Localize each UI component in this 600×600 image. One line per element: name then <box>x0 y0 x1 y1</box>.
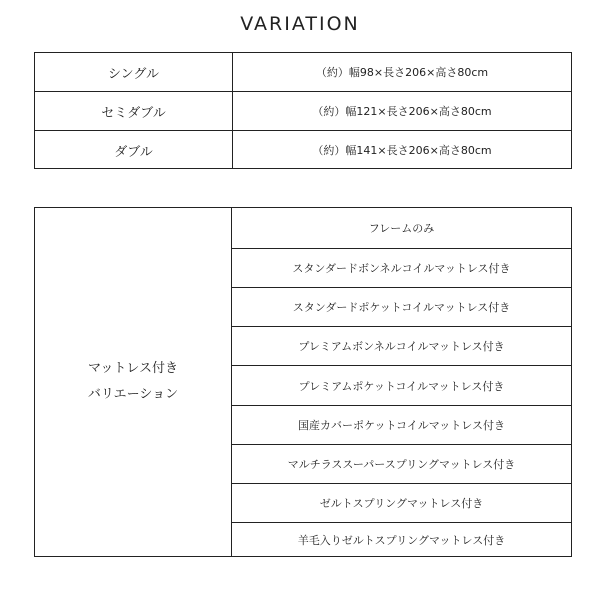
variation-label <box>35 208 232 556</box>
variation-item: スタンダードボンネルコイルマットレス付き <box>232 248 571 287</box>
size-name: シングル <box>35 53 233 91</box>
variation-item: 国産カバーポケットコイルマットレス付き <box>232 405 571 444</box>
variation-list <box>232 208 571 556</box>
variation-item: ゼルトスプリングマットレス付き <box>232 483 571 522</box>
size-row-single <box>35 53 571 91</box>
variation-label-line2: バリエーション <box>87 387 179 402</box>
variation-label-line1: マットレス付き <box>87 361 179 376</box>
size-name: ダブル <box>35 131 233 169</box>
size-row-semi-double <box>35 91 571 130</box>
variation-item: スタンダードポケットコイルマットレス付き <box>232 287 571 326</box>
size-row-double <box>35 130 571 169</box>
variation-item: 羊毛入りゼルトスプリングマットレス付き <box>232 522 571 556</box>
variation-item: マルチラススーパースプリングマットレス付き <box>232 444 571 483</box>
size-dimensions: （約）幅98×長さ206×高さ80cm <box>315 66 489 79</box>
size-dimensions: （約）幅141×長さ206×高さ80cm <box>312 144 492 157</box>
variation-table <box>34 207 572 557</box>
variation-item: プレミアムボンネルコイルマットレス付き <box>232 326 571 365</box>
size-table <box>34 52 572 169</box>
variation-item-frame-only: フレームのみ <box>368 222 435 235</box>
page-title: VARIATION <box>240 13 360 35</box>
size-name: セミダブル <box>35 92 233 130</box>
size-dimensions: （約）幅121×長さ206×高さ80cm <box>312 105 492 118</box>
variation-item: プレミアムポケットコイルマットレス付き <box>232 365 571 405</box>
